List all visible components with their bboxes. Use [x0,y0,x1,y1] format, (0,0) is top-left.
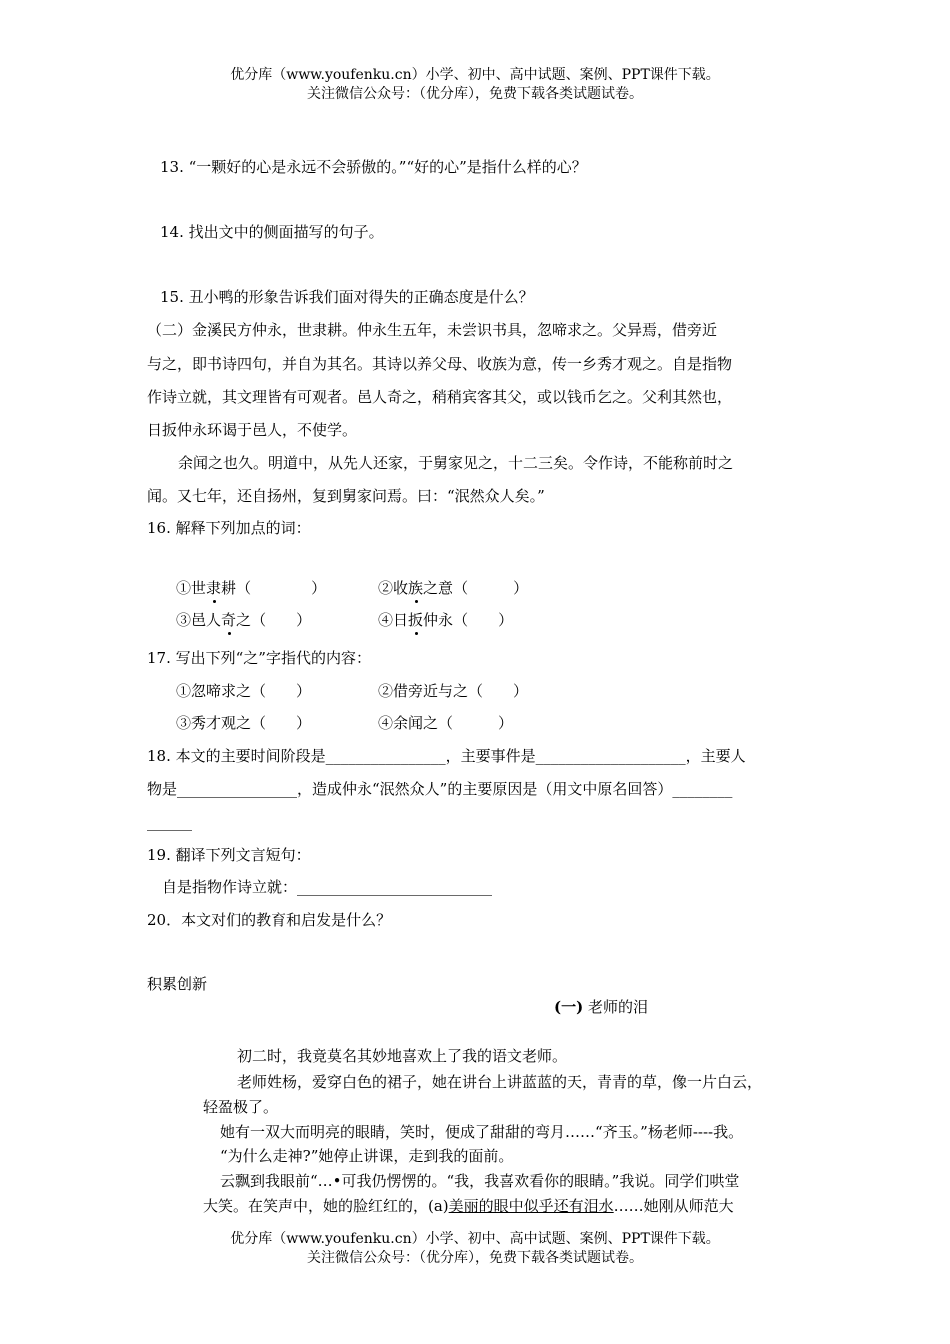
header-line-1: 优分库（www.youfenku.cn）小学、初中、高中试题、案例、PPT课件下载。 [230,67,720,83]
q16-item-2: ②收族之意（ ） [378,579,529,597]
emphasis-dot: 隶 [206,579,222,597]
passage-line-4: 日扳仲永环谒于邑人，不使学。 [147,421,358,439]
question-14: 14. 找出文中的侧面描写的句子。 [160,223,384,241]
question-20: 20．本文对们的教育和启发是什么？ [147,911,392,929]
section-title: 积累创新 [147,975,208,993]
emphasis-dot: 奇 [221,611,237,629]
footer-line-1: 优分库（www.youfenku.cn）小学、初中、高中试题、案例、PPT课件下载。 [230,1231,720,1247]
question-19-item: 自是指物作诗立就：__________________________ [162,878,493,896]
underlined-sentence-a: 美丽的眼中似乎还有泪水 [448,1197,614,1215]
emphasis-dot: 扳 [408,611,424,629]
story-paragraph-1: 初二时，我竟莫名其妙地喜欢上了我的语文老师。 [237,1047,568,1065]
story-paragraph-3: 她有一双大而明亮的眼睛，笑时，便成了甜甜的弯月……“齐玉。”杨老师----我。 [220,1123,744,1141]
question-15: 15. 丑小鸭的形象告诉我们面对得失的正确态度是什么？ [160,288,534,306]
q17-item-2: ②借旁近与之（ ） [378,682,529,700]
story-paragraph-5: 云飘到我眼前“…•可我仍愣愣的。“我，我喜欢看你的眼睛。”我说。同学们哄堂 [220,1172,740,1190]
question-18-line-2: 物是________________，造成仲永“泯然众人”的主要原因是（用文中原名回答）________ [147,780,733,798]
footer-line-2: 关注微信公众号：（优分库），免费下载各类试题试卷。 [307,1250,643,1266]
question-13: 13. “一颗好的心是永远不会骄傲的。”“好的心”是指什么样的心？ [160,158,587,176]
story-paragraph-2-line-1: 老师姓杨，爱穿白色的裙子，她在讲台上讲蓝蓝的天，青青的草，像一片白云， [237,1073,763,1091]
question-16-title: 16. 解释下列加点的词： [147,519,311,537]
question-19-title: 19. 翻译下列文言短句： [147,846,311,864]
q16-item-4: ④日扳仲永（ ） [378,611,514,629]
q17-item-3: ③秀才观之（ ） [176,714,312,732]
question-18-line-1: 18. 本文的主要时间阶段是________________，主要事件是____________________，主要人 [147,747,746,765]
q16-item-1: ①世隶耕（ ） [176,579,327,597]
q17-item-1: ①忽啼求之（ ） [176,682,312,700]
passage-line-5: 余闻之也久。明道中，从先人还家，于舅家见之，十二三矣。令作诗，不能称前时之 [178,454,734,472]
passage-line-1: （二）金溪民方仲永，世隶耕。仲永生五年，未尝识书具，忽啼求之。父异焉，借旁近 [147,321,718,339]
passage-line-6: 闻。又七年，还自扬州，复到舅家问焉。曰：“泯然众人矣。” [147,487,545,505]
q16-item-3: ③邑人奇之（ ） [176,611,312,629]
passage-line-2: 与之，即书诗四句，并自为其名。其诗以养父母、收族为意，传一乡秀才观之。自是指物 [147,355,733,373]
emphasis-dot: 族 [408,579,424,597]
story-paragraph-6: 大笑。在笑声中，她的脸红红的，(a)美丽的眼中似乎还有泪水……她刚从师范大 [203,1197,734,1215]
header-line-2: 关注微信公众号：（优分库），免费下载各类试题试卷。 [307,86,643,102]
question-18-line-3: ______ [147,813,192,831]
story-paragraph-2-line-2: 轻盈极了。 [203,1098,279,1116]
story-title: (一) 老师的泪 [554,998,648,1016]
question-17-title: 17. 写出下列“之”字指代的内容： [147,649,371,667]
story-paragraph-4: “为什么走神?”她停止讲课，走到我的面前。 [220,1147,514,1165]
passage-line-3: 作诗立就，其文理皆有可观者。邑人奇之，稍稍宾客其父，或以钱币乞之。父利其然也， [147,388,733,406]
q17-item-4: ④余闻之（ ） [378,714,514,732]
